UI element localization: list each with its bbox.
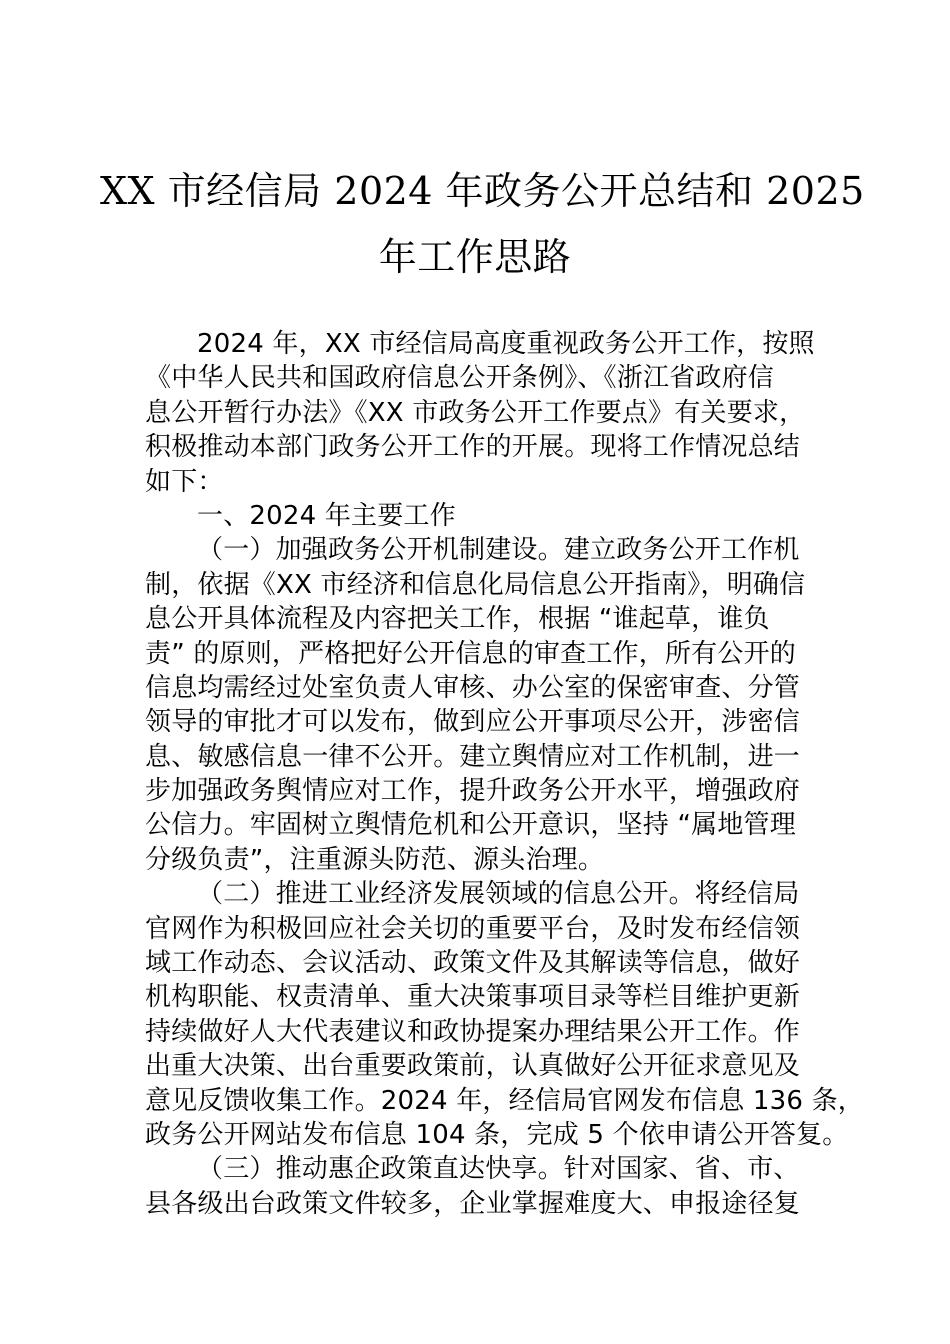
document-title-line-1: XX 市经信局 2024 年政务公开总结和 2025: [100, 169, 865, 213]
body-line: 责” 的原则，严格把好公开信息的审查工作，所有公开的: [145, 638, 796, 669]
body-line: 域工作动态、会议活动、政策文件及其解读等信息，做好: [145, 948, 801, 979]
document-body: [145, 327, 864, 1221]
body-line: 官网作为积极回应社会关切的重要平台，及时发布经信领: [145, 913, 801, 944]
document-title-line-2: 年工作思路: [378, 235, 572, 279]
body-line: 制，依据《XX 市经济和信息化局信息公开指南》，明确信: [145, 569, 806, 600]
body-line: 出重大决策、出台重要政策前，认真做好公开征求意见及: [145, 1051, 801, 1082]
section-heading: 一、2024 年主要工作: [197, 500, 456, 531]
body-line: 积极推动本部门政务公开工作的开展。现将工作情况总结: [145, 432, 801, 463]
body-line: 持续做好人大代表建议和政协提案办理结果公开工作。作: [145, 1016, 801, 1047]
body-line: 分级负责”，注重源头防范、源头治理。: [145, 844, 605, 875]
body-line: 2024 年，XX 市经信局高度重视政务公开工作，按照: [197, 329, 815, 359]
body-line: 县各级出台政策文件较多，企业掌握难度大、申报途径复: [145, 1188, 801, 1219]
body-line: （三）推动惠企政策直达快享。针对国家、省、市、: [197, 1154, 800, 1185]
body-line: 领导的审批才可以发布，做到应公开事项尽公开，涉密信: [145, 707, 801, 738]
body-line: 《中华人民共和国政府信息公开条例》、《浙江省政府信: [145, 363, 775, 394]
body-line: 意见反馈收集工作。2024 年，经信局官网发布信息 136 条，: [145, 1085, 864, 1116]
body-line: （一）加强政务公开机制建设。建立政务公开工作机: [197, 535, 800, 566]
body-line: （二）推进工业经济发展领域的信息公开。将经信局: [197, 879, 800, 910]
body-line: 机构职能、权责清单、重大决策事项目录等栏目维护更新: [145, 982, 801, 1013]
body-line: 如下：: [145, 466, 224, 497]
body-line: 信息均需经过处室负责人审核、办公室的保密审查、分管: [145, 672, 801, 703]
body-line: 步加强政务舆情应对工作，提升政务公开水平，增强政府: [145, 776, 801, 807]
body-line: 息公开具体流程及内容把关工作，根据 “谁起草，谁负: [145, 604, 770, 635]
body-line: 政务公开网站发布信息 104 条，完成 5 个依申请公开答复。: [145, 1119, 849, 1150]
body-line: 公信力。牢固树立舆情危机和公开意识，坚持 “属地管理: [145, 810, 796, 841]
body-line: 息公开暂行办法》《XX 市政务公开工作要点》有关要求，: [145, 397, 806, 428]
body-line: 息、敏感信息一律不公开。建立舆情应对工作机制，进一: [145, 741, 801, 772]
